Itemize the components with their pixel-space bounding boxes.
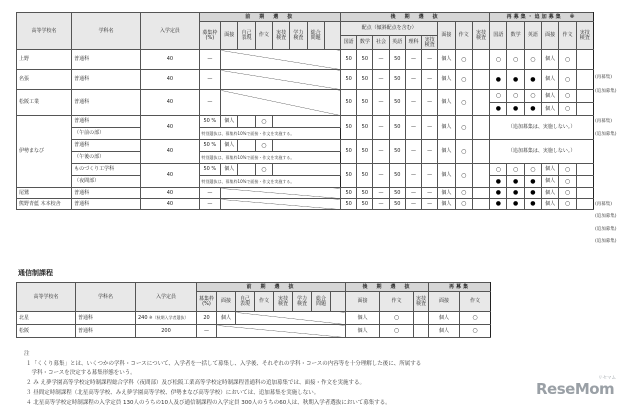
- capacity: 240 ※（秋期入学者選抜）: [136, 312, 197, 325]
- score-kokugo: 50: [341, 164, 357, 188]
- no-zenki: [221, 90, 341, 116]
- score-rika: —: [405, 50, 421, 70]
- header-koki: 後 期 選 抜: [341, 13, 490, 22]
- score-shakai: —: [373, 164, 389, 188]
- saibo-sakubun: ○: [559, 50, 576, 70]
- capacity: 40: [141, 90, 199, 116]
- header-rika: 理科: [405, 36, 421, 50]
- header-saibo: 再募集: [429, 283, 491, 292]
- table-row: [17, 312, 491, 325]
- note-heading: 注: [24, 351, 30, 357]
- table-row: [17, 116, 594, 128]
- school-name: 尾鷲: [17, 188, 72, 199]
- dept-name: ものづくり工学科: [72, 164, 141, 176]
- table-row: [17, 140, 594, 152]
- saibo-jitsugi: [576, 50, 593, 70]
- saibo-sakubun: ○: [460, 325, 491, 338]
- header-sakubun: 作文: [255, 22, 272, 50]
- saibo-eigo: ○: [524, 164, 541, 176]
- boshu-value: —: [199, 50, 221, 70]
- boshu-value: 50 %: [199, 164, 221, 176]
- koki-sakubun: ○: [455, 50, 472, 70]
- zenki-sakubun: ○: [255, 164, 272, 176]
- score-kokugo: 50: [341, 50, 357, 70]
- score-eigo: 50: [389, 70, 405, 90]
- score-jitsugi: —: [422, 199, 438, 210]
- saibo-eigo: ○: [524, 50, 541, 70]
- section-title: 通信制課程: [18, 269, 53, 277]
- saibo-mensetsu: 個人: [542, 90, 559, 103]
- header-boshu: 募集枠 (%): [197, 292, 217, 312]
- header-jitsugi: 実技 検査: [274, 292, 293, 312]
- saibo-notice: （追加募集は、実施しない。）: [490, 140, 594, 164]
- saibo-mensetsu: 個人: [542, 70, 559, 90]
- dept-name: 普通科: [72, 70, 141, 90]
- koki-jitsugi: [472, 50, 489, 70]
- zenki-mensetsu: 個人: [221, 140, 238, 152]
- header-jitsugi2: 実技 検査: [422, 36, 438, 50]
- saibo-eigo: ●: [524, 199, 541, 210]
- score-rika: —: [405, 188, 421, 199]
- koki-sakubun: ○: [380, 325, 414, 338]
- header-zenki: 前 期 選 抜: [199, 13, 341, 22]
- header-boshu: 募集枠 (%): [199, 22, 221, 50]
- score-rika: —: [405, 164, 421, 188]
- koki-mensetsu: 個人: [438, 50, 455, 70]
- dept-name: 普通科: [72, 50, 141, 70]
- saibo-mensetsu: 個人: [542, 199, 559, 210]
- saibo-jitsugi: [576, 199, 593, 210]
- header-koki-jitsugi: 実技 検査: [414, 292, 429, 312]
- score-kokugo: 50: [341, 140, 357, 164]
- saibo-jitsugi: [576, 90, 593, 103]
- score-rika: —: [405, 199, 421, 210]
- koki-mensetsu: 個人: [438, 188, 455, 199]
- saibo-kokugo: ●: [490, 199, 507, 210]
- score-sugaku: 50: [357, 199, 373, 210]
- capacity: 40: [141, 188, 199, 199]
- koki-mensetsu: 個人: [438, 90, 455, 116]
- header-s-jitsugi: 実技 検査: [576, 22, 593, 50]
- no-zenki: [221, 199, 341, 210]
- capacity: 40: [141, 140, 199, 164]
- score-shakai: —: [373, 199, 389, 210]
- no-zenki: [221, 188, 341, 199]
- dept-name: 普通科: [72, 188, 141, 199]
- koki-sakubun: ○: [455, 140, 472, 164]
- score-jitsugi: —: [422, 90, 438, 116]
- saibo-sugaku: ○: [507, 164, 524, 176]
- score-rika: —: [405, 140, 421, 164]
- koki-mensetsu: 個人: [438, 164, 455, 188]
- saibo-jitsugi: [576, 70, 593, 90]
- table-row: [17, 176, 594, 188]
- saibo-mensetsu: 個人: [542, 164, 559, 176]
- koki-jitsugi: [472, 140, 489, 164]
- header-jiko: 自己 表現: [236, 292, 255, 312]
- boshu-value: 50 %: [199, 116, 221, 128]
- saibo-sakubun: ○: [559, 90, 576, 103]
- saibo-sakubun: ○: [460, 312, 491, 325]
- school-name: 松阪工業: [17, 90, 72, 116]
- header-blank: [331, 292, 346, 312]
- koki-sakubun: ○: [455, 188, 472, 199]
- score-jitsugi: —: [422, 116, 438, 140]
- saibo-kokugo: ○: [490, 164, 507, 176]
- score-shakai: —: [373, 70, 389, 90]
- saibo-sugaku: ●: [507, 103, 524, 116]
- score-eigo: 50: [389, 140, 405, 164]
- saibo-mensetsu: 個人: [429, 325, 460, 338]
- header-eigo: 英語: [389, 36, 405, 50]
- koki-mensetsu: 個人: [438, 140, 455, 164]
- header-school: 高等学校名: [17, 283, 76, 312]
- header-s-kokugo: 国語: [490, 22, 507, 50]
- saibo-kokugo: ●: [490, 103, 507, 116]
- saibo-kokugo: ●: [490, 188, 507, 199]
- saibo-eigo: ●: [524, 70, 541, 90]
- capacity: 200: [136, 325, 197, 338]
- saibo-jitsugi: [576, 164, 593, 176]
- side-note: (追加募集): [595, 239, 617, 244]
- header-zenki: 前 期 選 抜: [197, 283, 346, 292]
- saibo-mensetsu: 個人: [542, 176, 559, 188]
- score-rika: —: [405, 70, 421, 90]
- header-koki: 後 期 選 抜: [346, 283, 429, 292]
- saibo-kokugo: ●: [490, 176, 507, 188]
- table-row: [17, 50, 594, 70]
- table-row: [17, 325, 491, 338]
- header-gakuryoku: 学力 検査: [290, 22, 307, 50]
- dept-name: 普通科: [76, 312, 136, 325]
- side-note: (追加募集): [595, 132, 617, 137]
- saibo-notice: （追加募集は、実施しない。）: [490, 116, 594, 140]
- header-koki-sakubun: 作文: [380, 292, 414, 312]
- dept-name: 普通科: [76, 325, 136, 338]
- header-koki-mensetsu: 面接: [346, 292, 380, 312]
- score-jitsugi: —: [422, 140, 438, 164]
- score-shakai: —: [373, 90, 389, 116]
- header-dept: 学科名: [76, 283, 136, 312]
- zenki-rest: [272, 116, 340, 128]
- special-note: 特別選抜は、募集枠10%で面接・作文を実施する。: [199, 128, 341, 140]
- header-haiten: 配点（傾斜配点を含む）: [341, 22, 438, 36]
- score-shakai: —: [373, 188, 389, 199]
- saibo-sugaku: ●: [507, 70, 524, 90]
- zenki-mensetsu: 個人: [221, 164, 238, 176]
- score-rika: —: [405, 90, 421, 116]
- header-koki-mensetsu: 面接: [438, 22, 455, 50]
- header-sugaku: 数学: [357, 36, 373, 50]
- dept-name: 普通科: [72, 140, 141, 152]
- koki-mensetsu: 個人: [438, 70, 455, 90]
- saibo-mensetsu: 個人: [542, 103, 559, 116]
- saibo-sakubun: ○: [559, 188, 576, 199]
- score-kokugo: 50: [341, 70, 357, 90]
- logo-subtitle: リセマム: [598, 376, 616, 381]
- koki-mensetsu: 個人: [438, 116, 455, 140]
- header-s-sakubun: 作文: [559, 22, 576, 50]
- saibo-sugaku: ●: [507, 199, 524, 210]
- school-name: 上野: [17, 50, 72, 70]
- header-gakuryoku: 学力 検査: [293, 292, 312, 312]
- capacity: 40: [141, 50, 199, 70]
- koki-jitsugi: [472, 90, 489, 116]
- score-eigo: 50: [389, 164, 405, 188]
- header-sogo: 総合 問題: [307, 22, 324, 50]
- school-name: 名張: [17, 70, 72, 90]
- saibo-jitsugi: [576, 176, 593, 188]
- header-jitsugi: 実技 検査: [272, 22, 289, 50]
- header-kokugo: 国語: [341, 36, 357, 50]
- note-line: ２ み え夢学園高等学校定時制課程総合学科（夜間部）及び松阪工業高等学校定時制課程普通科の追加募集では、面接・作文を実施する。: [26, 380, 366, 386]
- score-sugaku: 50: [357, 116, 373, 140]
- dept-name: 普通科: [72, 90, 141, 116]
- table-row: [17, 90, 594, 103]
- zenki-sakubun: ○: [255, 116, 272, 128]
- score-sugaku: 50: [357, 70, 373, 90]
- side-note: (追加募集): [595, 89, 617, 94]
- saibo-mensetsu: 個人: [542, 50, 559, 70]
- header-s-mensetsu: 面接: [542, 22, 559, 50]
- saibo-eigo: ○: [524, 90, 541, 103]
- score-shakai: —: [373, 116, 389, 140]
- boshu-value: 20: [197, 312, 217, 325]
- score-eigo: 50: [389, 50, 405, 70]
- boshu-value: —: [199, 188, 221, 199]
- header-capacity: 入学定員: [136, 283, 197, 312]
- table-row: [17, 70, 594, 90]
- score-kokugo: 50: [341, 90, 357, 116]
- saibo-sugaku: ○: [507, 50, 524, 70]
- no-zenki: [221, 70, 341, 90]
- score-eigo: 50: [389, 199, 405, 210]
- koki-jitsugi: [472, 70, 489, 90]
- capacity: 40: [141, 70, 199, 90]
- score-jitsugi: —: [422, 188, 438, 199]
- table-row: [17, 188, 594, 199]
- school-name: 伊勢まなび: [17, 116, 72, 188]
- dept-sub: （午後の部）: [72, 152, 141, 164]
- koki-jitsugi: [414, 312, 429, 325]
- saibo-sugaku: ●: [507, 176, 524, 188]
- zenki-mensetsu: 個人: [221, 116, 238, 128]
- koki-jitsugi: [414, 325, 429, 338]
- note-line: 学科・コースを決定する募集形態をいう。: [26, 370, 136, 376]
- koki-jitsugi: [472, 164, 489, 188]
- score-kokugo: 50: [341, 188, 357, 199]
- no-zenki: [217, 325, 346, 338]
- zenki-jiko: [238, 164, 255, 176]
- no-zenki: [221, 50, 341, 70]
- header-sakubun: 作文: [255, 292, 274, 312]
- header-koki-jitsugi: 実技 検査: [472, 22, 489, 50]
- no-zenki: [236, 312, 346, 325]
- header-s-sakubun: 作文: [460, 292, 491, 312]
- saibo-sugaku: ●: [507, 188, 524, 199]
- score-jitsugi: —: [422, 50, 438, 70]
- zenki-mensetsu: 個人: [217, 312, 236, 325]
- score-sugaku: 50: [357, 90, 373, 116]
- koki-jitsugi: [472, 199, 489, 210]
- header-mensetsu: 面接: [217, 292, 236, 312]
- capacity: 40: [141, 116, 199, 140]
- special-note: 特別選抜は、募集枠10%で面接・作文を実施する。: [199, 176, 341, 188]
- boshu-value: 50 %: [199, 140, 221, 152]
- note-line: ４ 北星高等学校定時制課程の入学定員 130人のうちの10人及び通信制課程の入学定員 300人のうちの60人は、秋期入学者選抜において募集する。: [26, 400, 391, 406]
- score-sugaku: 50: [357, 50, 373, 70]
- table-row: [17, 199, 594, 210]
- main-table: [16, 12, 594, 210]
- side-note: (再募集): [595, 119, 613, 124]
- side-note: (再募集): [595, 202, 613, 207]
- header-shakai: 社会: [373, 36, 389, 50]
- dept-name: 普通科: [72, 199, 141, 210]
- saibo-sakubun: ○: [559, 70, 576, 90]
- score-sugaku: 50: [357, 140, 373, 164]
- school-name: 松阪: [17, 325, 76, 338]
- special-note: 特別選抜は、募集枠10%で面接・作文を実施する。: [199, 152, 341, 164]
- score-shakai: —: [373, 140, 389, 164]
- score-sugaku: 50: [357, 188, 373, 199]
- capacity: 40: [141, 164, 199, 188]
- zenki-rest: [272, 164, 340, 176]
- resemom-logo: ReseMom: [536, 380, 615, 398]
- zenki-sakubun: ○: [255, 140, 272, 152]
- saibo-sakubun: ○: [559, 103, 576, 116]
- saibo-kokugo: ○: [490, 90, 507, 103]
- koki-sakubun: ○: [380, 312, 414, 325]
- score-jitsugi: —: [422, 164, 438, 188]
- score-kokugo: 50: [341, 116, 357, 140]
- score-shakai: —: [373, 50, 389, 70]
- score-jitsugi: —: [422, 70, 438, 90]
- saibo-kokugo: ●: [490, 70, 507, 90]
- boshu-value: —: [199, 90, 221, 116]
- saibo-eigo: ●: [524, 103, 541, 116]
- header-mensetsu: 面接: [221, 22, 238, 50]
- score-eigo: 50: [389, 90, 405, 116]
- side-note: (追加募集): [595, 227, 617, 232]
- header-s-mensetsu: 面接: [429, 292, 460, 312]
- score-rika: —: [405, 116, 421, 140]
- saibo-eigo: ●: [524, 176, 541, 188]
- dept-name: 普通科: [72, 116, 141, 128]
- header-s-eigo: 英語: [524, 22, 541, 50]
- header-dept: 学科名: [72, 13, 141, 50]
- note-line: １「くくり募集」とは、いくつかの学科・コースについて、入学者を一括して募集し、入学後、それぞれの学科・コースの内容等を十分理解した後に、所属する: [26, 361, 422, 367]
- capacity: 40: [141, 199, 199, 210]
- koki-sakubun: ○: [455, 164, 472, 188]
- koki-sakubun: ○: [455, 116, 472, 140]
- score-eigo: 50: [389, 116, 405, 140]
- saibo-kokugo: ○: [490, 50, 507, 70]
- boshu-value: —: [199, 199, 221, 210]
- header-sogo: 総合 問題: [312, 292, 331, 312]
- saibo-sakubun: ○: [559, 164, 576, 176]
- saibo-sakubun: ○: [559, 199, 576, 210]
- koki-mensetsu: 個人: [346, 325, 380, 338]
- side-note: (再募集): [595, 75, 613, 80]
- koki-jitsugi: [472, 188, 489, 199]
- table-row: [17, 164, 594, 176]
- side-note: (追加募集): [595, 214, 617, 219]
- header-saibo: 再募集・追加募集 ※: [490, 13, 594, 22]
- score-eigo: 50: [389, 188, 405, 199]
- zenki-rest: [272, 140, 340, 152]
- tsushin-table: [16, 282, 491, 338]
- dept-sub: （夜間部）: [72, 176, 141, 188]
- koki-jitsugi: [472, 116, 489, 140]
- saibo-mensetsu: 個人: [542, 188, 559, 199]
- saibo-sakubun: ○: [559, 176, 576, 188]
- header-s-sugaku: 数学: [507, 22, 524, 50]
- saibo-jitsugi: [576, 103, 593, 116]
- note-line: ３ 昼間定時制課程（北星高等学校、みえ夢学園高等学校、伊勢まなび高等学校）においては、追加募集を実施しない。: [26, 390, 320, 396]
- koki-sakubun: ○: [455, 90, 472, 116]
- saibo-sugaku: ○: [507, 90, 524, 103]
- score-sugaku: 50: [357, 164, 373, 188]
- dept-sub: （午前の部）: [72, 128, 141, 140]
- school-name: 北星: [17, 312, 76, 325]
- header-blank: [324, 22, 340, 50]
- zenki-jiko: [238, 140, 255, 152]
- boshu-value: —: [199, 70, 221, 90]
- saibo-jitsugi: [576, 188, 593, 199]
- zenki-jiko: [238, 116, 255, 128]
- saibo-eigo: ●: [524, 188, 541, 199]
- header-jiko: 自己 表現: [238, 22, 255, 50]
- school-name: 熊野青藍 木本校舎: [17, 199, 72, 210]
- koki-mensetsu: 個人: [346, 312, 380, 325]
- saibo-mensetsu: 個人: [429, 312, 460, 325]
- koki-mensetsu: 個人: [438, 199, 455, 210]
- header-koki-sakubun: 作文: [455, 22, 472, 50]
- header-school: 高等学校名: [17, 13, 72, 50]
- koki-sakubun: ○: [455, 199, 472, 210]
- koki-sakubun: ○: [455, 70, 472, 90]
- header-capacity: 入学定員: [141, 13, 199, 50]
- score-kokugo: 50: [341, 199, 357, 210]
- boshu-value: —: [197, 325, 217, 338]
